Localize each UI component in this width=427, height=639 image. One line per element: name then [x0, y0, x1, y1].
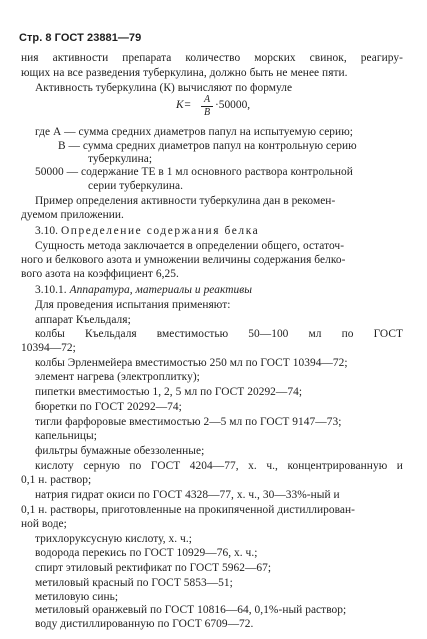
word: ч., [266, 460, 278, 472]
word: и [396, 460, 403, 472]
where-line: В — сумма средних диаметров папул на контрольную серию [58, 140, 357, 152]
list-item: элемент нагрева (электроплитку); [35, 371, 200, 383]
apply-line: Для проведения испытания применяют: [35, 299, 231, 311]
where-line: 50000 — содержание ТЕ в 1 мл основного раствора контрольной [35, 166, 353, 178]
word: количество [185, 52, 241, 64]
activity-formula [176, 95, 286, 119]
list-item: аппарат Къельдаля; [35, 314, 131, 326]
formula-fraction [201, 94, 213, 119]
activity-intro: Активность туберкулина (К) вычисляют по формуле [35, 82, 293, 94]
list-item: метиловую синь; [35, 591, 119, 603]
word: реагиру- [360, 52, 403, 64]
list-item: пипетки вместимостью 1, 2, 5 мл по ГОСТ 20292—74; [35, 386, 303, 398]
word: 50—100 [248, 328, 289, 340]
essence-line: вого азота на коэффициент 6,25. [21, 268, 179, 280]
example-line: дуемом приложении. [21, 209, 124, 221]
formula-lhs: K= [176, 99, 192, 111]
section-number: 3.10. [35, 225, 59, 237]
word: ГОСТ [373, 328, 403, 340]
list-item: тигли фарфоровые вместимостью 2—5 мл по ГОСТ 9147—73; [35, 416, 342, 428]
formula-rhs: ·50000, [215, 99, 251, 111]
list-item: трихлоруксусную кислоту, х. ч.; [35, 533, 192, 545]
list-item: водорода перекись по ГОСТ 10929—76, х. ч.; [35, 547, 258, 559]
word: 4204—77, [189, 460, 239, 472]
word: активности [52, 52, 109, 64]
word: ГОСТ [150, 460, 181, 472]
list-item-continuation: 0,1 н. раствор; [21, 474, 92, 486]
section-3-10-1-heading [35, 283, 252, 297]
section-title: Аппаратура, материалы и реактивы [69, 284, 253, 296]
word: ния [21, 52, 39, 64]
list-item: бюретки по ГОСТ 20292—74; [35, 401, 182, 413]
word: морских [254, 52, 296, 64]
word: по [341, 328, 354, 340]
list-item: капельницы; [35, 430, 97, 442]
list-item: колбы Эрленмейера вместимостью 250 мл по ГОСТ 10394—72; [35, 357, 348, 369]
section-title: Определение содержания белка [60, 225, 260, 237]
word: свинок, [309, 52, 347, 64]
word: препарата [122, 52, 172, 64]
word: вместимостью [156, 328, 229, 340]
example-line: Пример определения активности туберкулина дан в рекомен- [35, 195, 336, 207]
list-item: метиловый оранжевый по ГОСТ 10816—64, 0,1%-ный раствор; [35, 604, 347, 616]
where-line: серии туберкулина. [88, 180, 183, 192]
word: кислоту [35, 460, 74, 472]
section-3-10-heading [35, 224, 259, 238]
list-item [35, 459, 403, 473]
formula-numerator: A [203, 94, 211, 105]
word: х. [248, 460, 257, 472]
word: серную [83, 460, 120, 472]
word: по [129, 460, 142, 472]
paragraph-line: ющих на все разведения туберкулина, должно быть не менее пяти. [21, 67, 348, 79]
word: колбы [35, 328, 65, 340]
section-number: 3.10.1. [35, 284, 67, 296]
list-item: натрия гидрат окиси по ГОСТ 4328—77, х. ч., 30—33%-ный и [35, 489, 340, 501]
where-line: где А — сумма средних диаметров папул на испытуемую серию; [35, 126, 353, 138]
list-item: фильтры бумажные обеззоленные; [35, 445, 205, 457]
list-item-continuation: 10394—72; [21, 342, 76, 354]
list-item [35, 327, 403, 341]
list-item: воду дистиллированную по ГОСТ 6709—72. [35, 618, 254, 630]
list-item-continuation: ной воде; [21, 518, 67, 530]
page-header: Стр. 8 ГОСТ 23881—79 [19, 32, 142, 44]
essence-line: ного и белкового азота и умножении величины содержания белко- [21, 254, 346, 266]
essence-line: Сущность метода заключается в определении общего, остаточ- [35, 240, 345, 252]
word: концентрированную [287, 460, 388, 472]
list-item-continuation: 0,1 н. растворы, приготовленные на прокипяченной дистиллирован- [21, 504, 356, 516]
paragraph-line [21, 51, 403, 65]
list-item: спирт этиловый ректификат по ГОСТ 5962—67; [35, 562, 272, 574]
word: Къельдаля [84, 328, 137, 340]
list-item: метиловый красный по ГОСТ 5853—51; [35, 577, 233, 589]
where-line: туберкулина; [88, 153, 153, 165]
word: мл [308, 328, 322, 340]
formula-denominator: B [203, 107, 211, 118]
